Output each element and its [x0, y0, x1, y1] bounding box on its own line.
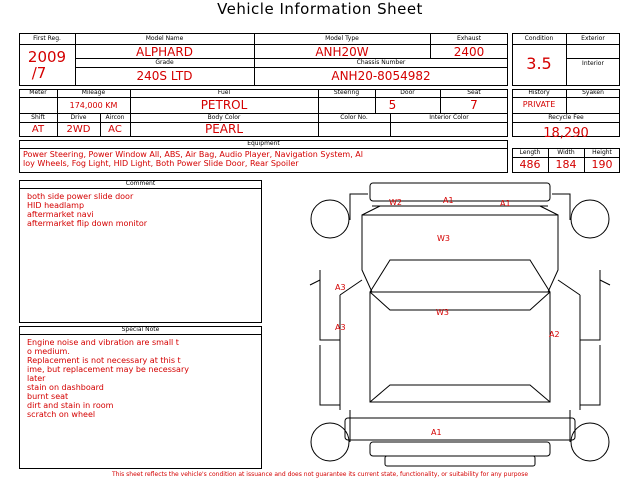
body-color-value: PEARL: [204, 122, 244, 136]
damage-mark-a2: A2: [549, 330, 560, 339]
shift-label: Shift: [31, 114, 45, 121]
chassis-number-value: ANH20-8054982: [331, 69, 431, 83]
seat-label: Seat: [467, 89, 481, 96]
fuel-label: Fuel: [217, 89, 231, 96]
damage-mark-a3-lower: A3: [335, 323, 346, 332]
damage-mark-w3-top: W3: [437, 234, 450, 243]
height-label: Height: [592, 149, 612, 156]
model-name-value: ALPHARD: [136, 45, 193, 59]
car-diagram: [300, 180, 620, 470]
drive-label: Drive: [70, 114, 87, 121]
grade-label: Grade: [155, 59, 174, 66]
special-note-label: Special Note: [121, 326, 160, 333]
condition-label: Condition: [524, 35, 554, 42]
disclaimer-footer: This sheet reflects the vehicle's condition at issuance and does not guarantee its current state, functionality, or suitability for any purpose: [111, 471, 529, 478]
aircon-label: Aircon: [105, 114, 125, 121]
steering-label: Steering: [333, 89, 360, 96]
color-no-label: Color No.: [340, 114, 368, 121]
width-label: Width: [557, 149, 575, 156]
length-value: 486: [519, 158, 541, 171]
fuel-value: PETROL: [200, 98, 248, 112]
exterior-label: Exterior: [581, 35, 605, 42]
history-value: PRIVATE: [522, 100, 556, 109]
damage-mark-a3-upper: A3: [335, 283, 346, 292]
model-type-value: ANH20W: [315, 45, 369, 59]
damage-mark-a1-front-right: A1: [500, 199, 511, 208]
mileage-label: Mileage: [81, 89, 106, 96]
first-reg-month: /7: [31, 64, 47, 82]
damage-mark-w3-middle: W3: [436, 308, 449, 317]
recycle-fee-value: 18,290: [543, 126, 589, 141]
damage-mark-a1-rear: A1: [431, 428, 442, 437]
grade-value: 240S LTD: [136, 69, 193, 83]
first-reg-year: 2009: [27, 48, 67, 66]
exhaust-label: Exhaust: [456, 35, 482, 42]
special-note-list: Engine noise and vibration are small t o medium. Replacement is not necessary at this t ime, but replacement may be necessary later stain on dashboard burnt seat dirt and stain in room scratch on wheel: [27, 338, 189, 419]
drive-value: 2WD: [66, 124, 91, 135]
equipment-list: Power Steering, Power Window All, ABS, Air Bag, Audio Player, Navigation System, Al loy Wheels, Fog Light, HID Light, Both Power Slide Door, Rear Spoiler: [23, 150, 363, 168]
damage-mark-a1-front-left: A1: [443, 196, 454, 205]
body-color-label: Body Color: [207, 114, 241, 121]
door-value: 5: [388, 98, 397, 112]
seat-value: 7: [470, 98, 478, 112]
interior-color-label: Interior Color: [429, 114, 469, 121]
model-name-label: Model Name: [145, 35, 184, 42]
recycle-fee-label: Recycle Fee: [548, 114, 584, 121]
aircon-value: AC: [108, 124, 122, 135]
door-label: Door: [400, 89, 415, 96]
condition-value: 3.5: [526, 54, 552, 73]
length-label: Length: [519, 149, 541, 156]
meter-label: Meter: [29, 89, 47, 96]
mileage-value: 174,000 KM: [69, 101, 118, 110]
damage-mark-w2: W2: [389, 198, 402, 207]
shift-value: AT: [31, 124, 45, 135]
equipment-label: Equipment: [247, 140, 280, 147]
model-type-label: Model Type: [325, 35, 359, 42]
syaken-label: Syaken: [582, 89, 604, 96]
comment-label: Comment: [125, 180, 156, 187]
history-label: History: [528, 89, 550, 96]
comment-list: both side power slide door HID headlamp aftermarket navi aftermarket flip down monitor: [27, 192, 148, 228]
interior-label: Interior: [582, 60, 604, 67]
first-reg-label: First Reg.: [33, 35, 61, 42]
height-value: 190: [591, 158, 613, 171]
chassis-number-label: Chassis Number: [356, 59, 406, 66]
width-value: 184: [555, 158, 577, 171]
exhaust-value: 2400: [453, 45, 485, 59]
page-title: Vehicle Information Sheet: [217, 0, 423, 18]
